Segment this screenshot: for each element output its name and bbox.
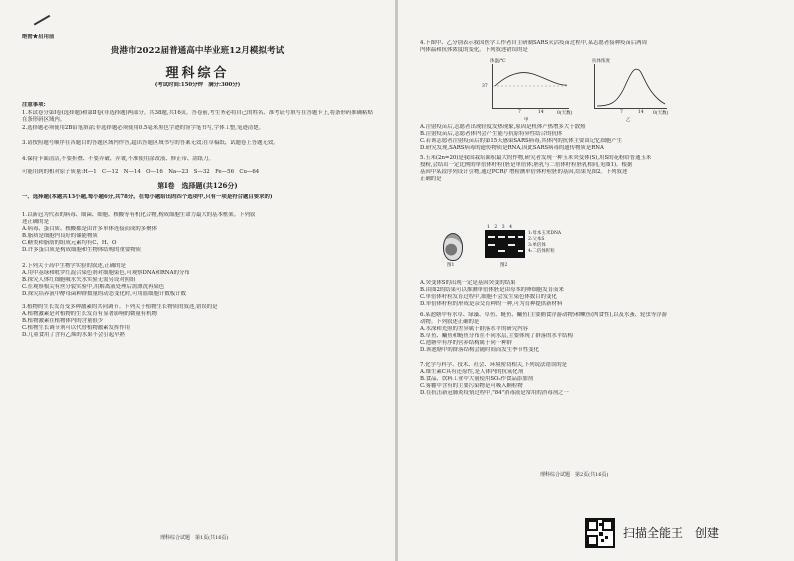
temperature-chart <box>492 64 569 109</box>
gel-electrophoresis-figure <box>485 230 525 258</box>
option-b: B.脂质是细胞内良好的储能物质 <box>22 233 98 240</box>
temperature-tick: 14 <box>538 110 544 115</box>
atomic-masses: 可能用到的相对原子质量:H—1 C—12 N—14 O—16 Na—23 S—32 Fe—56 Cu—64 <box>22 169 260 175</box>
figure-1-caption: 图1 <box>447 263 455 268</box>
temperature-curve <box>493 64 569 108</box>
section-intro: 一、选择题(本题共13小题,每小题6分,共78分。在每小题给出的四个选项中,只有一项是符合题目要求的) <box>22 194 273 200</box>
option-c: C.在观察根尖有丝分裂实验中,用解离液处理后需漂洗再染色 <box>22 284 165 291</box>
question-stem: 6.某池塘中有水草、绿藻、草鱼、鲢鱼、鳙鱼(主要捕食浮游动物)和鳜鱼(肉食性),以及水蚤、轮虫等浮游 <box>420 312 668 318</box>
notice-item: 1.本试卷分第Ⅰ卷(选择题)和第Ⅱ卷(非选择题)两部分。共38题,共16页。答卷前,考生务必将自己的姓名、准考证号填写在答题卡上,将条形码准确粘贴在条形码区域内。 <box>22 110 373 124</box>
question-2 <box>22 263 377 298</box>
question-4-options <box>420 124 775 152</box>
question-stem: 2.下列关于高中生物学实验的叙述,正确的是 <box>22 263 126 269</box>
seed-figure <box>443 233 463 261</box>
question-stem: 内体温和抗体浓度的变化。下列叙述错误的是 <box>420 47 528 54</box>
option-d: D.在抗击新冠肺炎疫情过程中,"84"消毒液是常用的消毒剂之一 <box>420 390 569 397</box>
option-d: D.儿童食用了含有乙烯的水果不会引起早熟 <box>22 332 125 339</box>
page-footer: 理科综合试题 第2页(共16页) <box>540 472 609 478</box>
notice-item: 4.保持卡面清洁,不要折叠、不要弄破、弄皱,不准使用涂改液、修正带、刮纸刀。 <box>22 155 214 162</box>
temperature-caption: 甲 <box>524 118 529 123</box>
exam-info: (考试时间:150分钟 满分:300分) <box>154 82 241 88</box>
section-title: 第Ⅰ卷 选择题(共126分) <box>157 181 238 190</box>
temperature-axis-label: 体温/℃ <box>490 59 506 64</box>
option-c: C.单倍体籽粒发育过程中,细胞不会发生染色体数目的变化 <box>420 294 557 301</box>
option-d: D.探究培养液中酵母菌种群数量的动态变化时,可用血细胞计数板计数 <box>22 291 186 298</box>
option-c: C.糖类和脂肪的组成元素均有C、H、O <box>22 240 117 247</box>
option-a: A.植物激素是对植物的生长发育有显著影响的微量有机物 <box>22 311 157 318</box>
option-a: A.病毒、蛋白质、核酸都是由许多单体连接而成的多聚体 <box>22 226 157 233</box>
question-4-stem <box>420 40 775 54</box>
option-b: B.植物激素在植物体内的含量很少 <box>22 318 104 325</box>
option-d: D.该池塘中的群落结构会随时间而发生季节性变化 <box>420 347 540 354</box>
question-3 <box>22 304 377 339</box>
option-a: A.用甲基绿和吡罗红混合染色剂对细胞染色,可观察DNA和RNA的分布 <box>22 270 190 277</box>
exam-title: 贵港市2022届普通高中毕业班12月模拟考试 <box>110 46 285 56</box>
subject-title: 理科综合 <box>165 66 230 81</box>
option-a: A.突变体S的出现一定是基因突变的结果 <box>420 280 516 286</box>
notice-item: 3.请按照题号顺序在各题目的答题区域内作答,超出答题区域书写的答案无效;在草稿纸、试题卷上答题无效。 <box>22 140 279 147</box>
notice-list <box>22 110 377 163</box>
option-a: A.维生素C具有还原性,是人体内的抗氧化剂 <box>420 369 524 376</box>
notice-title: 注意事项: <box>22 102 46 108</box>
option-b: B.由图2的结果可以推测单倍体胚是由母本的卵细胞发育而来 <box>420 287 564 294</box>
secret-mark: 绝密★启用前 <box>22 34 55 40</box>
scanner-brand-text: 扫描全能王 创建 <box>623 526 720 540</box>
gel-legend <box>528 230 561 254</box>
antibody-tick: 14 <box>638 110 644 115</box>
question-1 <box>22 212 377 255</box>
left-exam-page <box>0 0 395 561</box>
antibody-tick: 7 <box>620 110 623 115</box>
figure-2-caption: 图2 <box>500 263 508 268</box>
question-stem: 1.以新冠为代表的病毒、细菌、细胞、核酸等有机化合物,构成细胞生命力最大的基本框架。下列叙 <box>22 212 256 218</box>
pen-mark <box>28 4 51 25</box>
legend-item: 1:母本玉米DNA <box>528 231 562 236</box>
antibody-chart <box>594 64 667 109</box>
option-c: C.雾霾中含有的主要污染物是可吸入颗粒物 <box>420 383 523 390</box>
legend-item: 3:单倍体 <box>528 243 546 248</box>
question-5-stem <box>420 155 775 183</box>
legend-item: 2:父本S <box>528 237 545 242</box>
option-c: C.池塘中有序的营养结构属于同一种群 <box>420 340 512 347</box>
antibody-curve <box>595 64 667 108</box>
question-7 <box>420 362 775 397</box>
temperature-tick: 0(天数) <box>557 111 573 116</box>
notice-item: 2.选择题必须使用2B铅笔填涂;非选择题必须使用0.5毫米黑色字迹的签字笔书写,字体工整,笔迹清楚。 <box>22 125 264 132</box>
option-b: B.探究人体红细胞吸水失水实验无需另设对照组 <box>22 277 136 284</box>
question-stem: 4.下图甲、乙分别表示我国医学工作者自主研制SARS灭活疫苗过程中,某志愿者接种疫苗后两周 <box>420 40 648 46</box>
option-d: D.研究发现,SARS病毒的遗传物质是RNA,因此SARS病毒的遗传物质是RNA <box>420 145 604 152</box>
option-a: A.注射疫苗后,志愿者出现轻度发热现象,原因是机体产热增多大于散热 <box>420 124 586 130</box>
option-b: B.草鱼、鳙鱼和鲢鱼分布在不同水层,主要体现了群落的水平结构 <box>420 333 573 340</box>
question-stem: 基因中某段序列设计引物,通过PCR扩增检测单倍体籽粒胚的基因,结果见图2。下列叙述 <box>420 169 628 176</box>
option-d: D.单倍体籽粒的形成是杂交育种的一种,可为育种提供新材料 <box>420 301 563 308</box>
question-stem: 述正确的是 <box>22 219 49 226</box>
question-stem: 正确的是 <box>420 176 442 183</box>
antibody-tick: 0(天数) <box>653 111 669 116</box>
option-b: B.食品、饮料工业中大量使用SO₂作食品添加剂 <box>420 376 533 383</box>
temperature-mark: 37 <box>482 84 488 89</box>
question-stem: 5.玉米(2n=20)是我国栽培面积最大的作物,研究者发现一种玉米突变体(S),用S的花粉给普通玉米 <box>420 155 652 161</box>
option-a: A.水深和光照的差异属于群落水平的研究内容 <box>420 326 529 333</box>
antibody-caption: 乙 <box>626 118 631 123</box>
option-c: C.若该志愿者注射疫苗后的第15天感染SARS病毒,其体内的抗体主要由记忆细胞产生 <box>420 138 623 145</box>
option-d: D.许多蛋白质是构成细胞和生物体结构的重要物质 <box>22 247 142 254</box>
option-b: B.注射疫苗后,志愿者体内会产生能与抗原特异性结合的抗体 <box>420 131 563 138</box>
question-stem: 动物。下列叙述正确的是 <box>420 319 480 326</box>
question-stem: 3.植物的生长发育受多种激素的共同调节。下列关于植物生长物质的叙述,错误的是 <box>22 304 218 310</box>
question-stem: 7.化学与科学、技术、社会、环境密切相关,下列说法错误的是 <box>420 362 568 368</box>
temperature-tick: 7 <box>518 110 521 115</box>
legend-item: 4:二倍体籽粒 <box>528 249 555 254</box>
gel-lane-header: 1 2 3 4 <box>487 225 512 230</box>
antibody-axis-label: 抗体浓度 <box>592 59 610 64</box>
question-6 <box>420 312 775 355</box>
qr-code-icon <box>585 518 615 548</box>
question-5-options <box>420 280 775 308</box>
option-c: C.植物生长调节剂可以代替植物激素发挥作用 <box>22 325 131 332</box>
question-stem: 授粉,会结出一定比例的单倍体籽粒(胚是单倍体;胚乳与二倍体籽粒胚乳相同,见图1)。根据 <box>420 162 633 169</box>
page-footer: 理科综合试题 第1页(共16页) <box>160 535 229 541</box>
